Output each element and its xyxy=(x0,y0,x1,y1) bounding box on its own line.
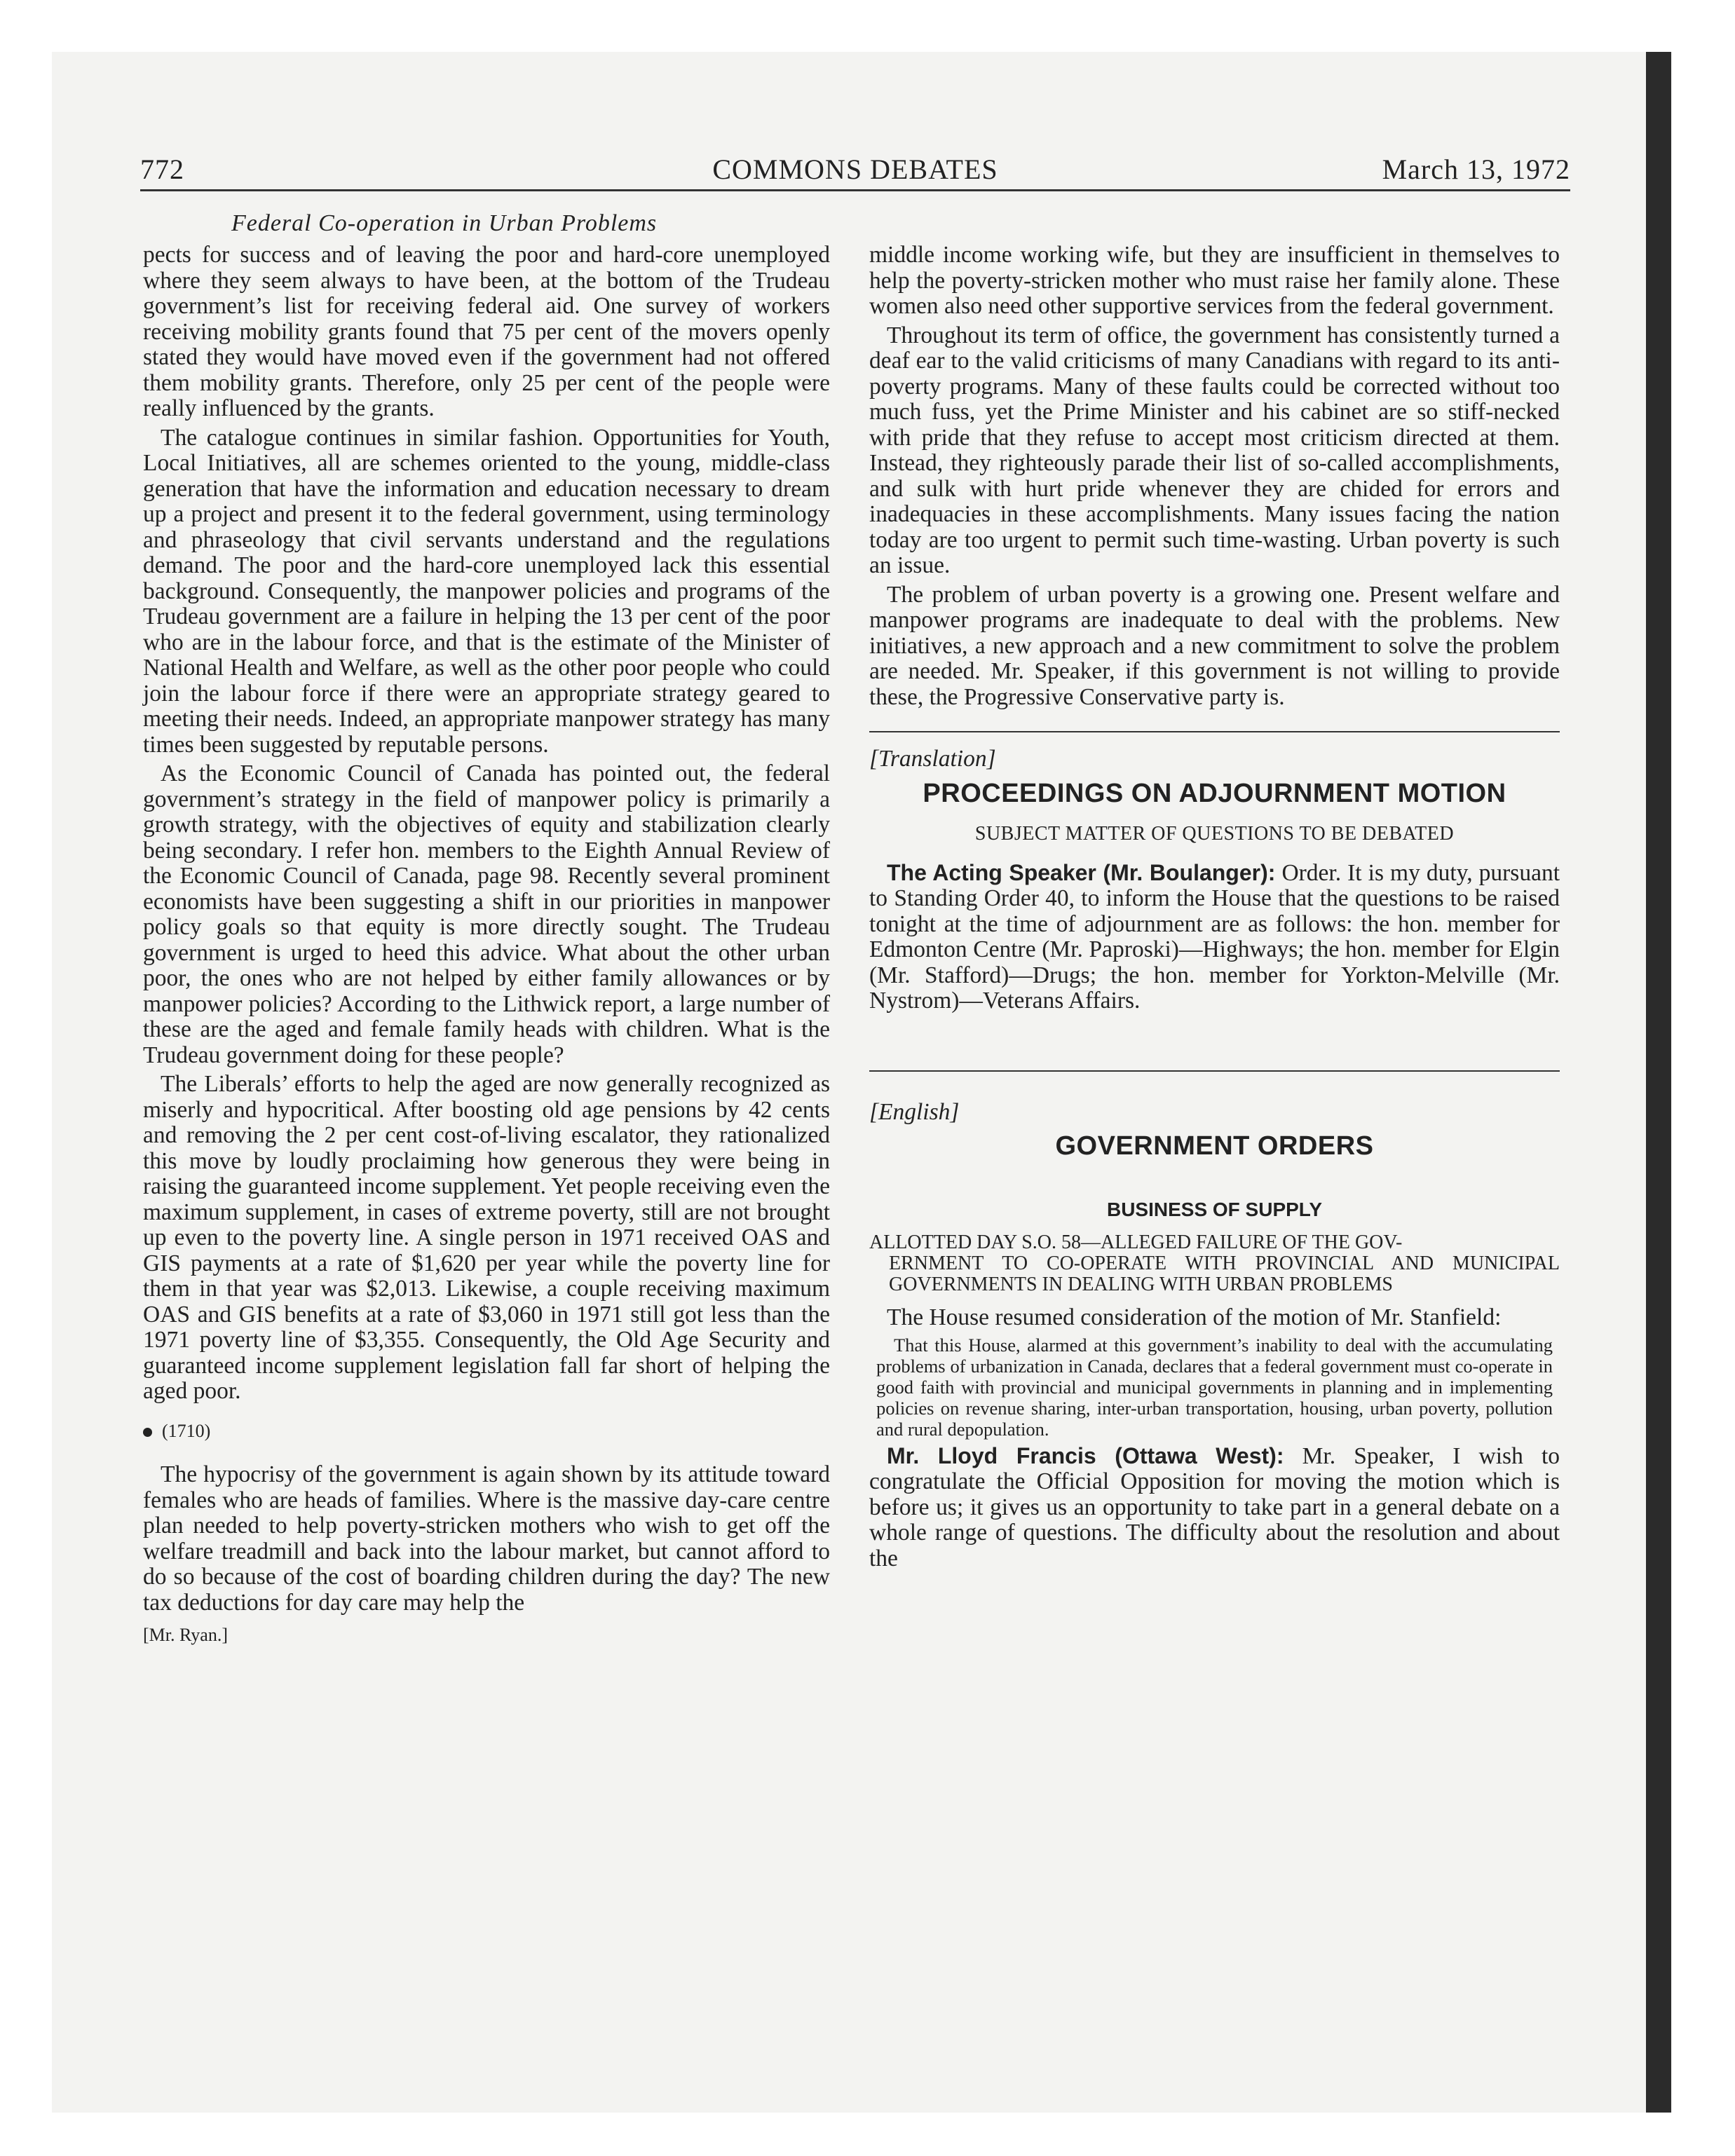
paragraph: The House resumed consideration of the motion of Mr. Stanfield: xyxy=(887,1304,1502,1330)
section-heading: PROCEEDINGS ON ADJOURNMENT MOTION xyxy=(923,778,1506,808)
running-head: Federal Co-operation in Urban Problems xyxy=(231,210,658,236)
language-tag: [English] xyxy=(869,1098,960,1125)
paragraph: The problem of urban poverty is a growing one. Present welfare and manpower programs are inadequate to deal with the problems. New initiatives, a new approach and a new commitment to solve the problem are needed. Mr. Speaker, if this government is not willing to provide these, the Progressive Conservative party is. xyxy=(869,581,1560,710)
publication-title: COMMONS DEBATES xyxy=(712,153,998,185)
speaker-name: Mr. Lloyd Francis (Ottawa West): xyxy=(887,1442,1284,1468)
paragraph: The Liberals’ efforts to help the aged are now generally recognized as miserly and hypocritical. After boosting old age pensions by 42 cents and removing the 2 per cent cost-of-living escalator, they rationalized this move by loudly proclaiming how generous they were being in raising the guaranteed income supplement. Yet people receiving even the maximum supplement, in cases of extreme poverty, still are not brought up even to the poverty line. A single person in 1971 received OAS and GIS payments at a rate of $1,620 per year while the poverty line for them in that year was $2,013. Likewise, a couple receiving maximum OAS and GIS benefits at a rate of $3,060 in 1971 still got less than the 1971 poverty line of $3,355. Consequently, the Old Age Security and guaranteed income supplement legislation fall far short of helping the aged poor. xyxy=(143,1071,830,1404)
motion-text: That this House, alarmed at this government’s inability to deal with the accumulating problems of urbanization in Canada, declares that a federal government must co-operate in good faith with provincial and municipal governments in planning and in implementing policies on revenue sharing, inter-urban transportation, housing, urban poverty, pollution and rural depopulation. xyxy=(876,1334,1553,1440)
sitting-date: March 13, 1972 xyxy=(1382,153,1570,185)
paragraph: middle income working wife, but they are insufficient in themselves to help the poverty-stricken mother who must raise her family alone. These women also need other supportive services from the federal government. xyxy=(869,242,1560,319)
allotted-heading-line: ALLOTTED DAY S.O. 58—ALLEGED FAILURE OF THE GOV- xyxy=(869,1231,1403,1253)
paragraph: As the Economic Council of Canada has pointed out, the federal government’s strategy in the field of manpower policy is primarily a growth strategy, with the objectives of equity and stabilization clearly being secondary. I refer hon. members to the Eighth Annual Review of the Economic Council of Canada, page 98. Recently several prominent economists have been suggesting a shift in our priorities in manpower policy goals so that equity is more directly sought. The Trudeau government is urged to heed this advice. What about the other urban poor, the ones who are not helped by either family allowances or by manpower policies? According to the Lithwick report, a large number of these are the aged and female family heads with children. What is the Trudeau government doing for these people? xyxy=(143,760,830,1068)
speaker-name: The Acting Speaker (Mr. Boulanger): xyxy=(887,859,1276,885)
paragraph: The hypocrisy of the government is again shown by its attitude toward females who are heads of families. Where is the massive day-care centre plan needed to help poverty-stricken mothers who wish to get off the welfare treadmill and back into the labour market, but cannot afford to do so because of the cost of boarding children during the day? The new tax deductions for day care may help the xyxy=(143,1461,830,1616)
translation-tag: [Translation] xyxy=(869,746,996,772)
speech-text: Order. It is my duty, pursuant to Standing Order 40, to inform the House that the questions to be raised tonight at the time of adjournment are as follows: the hon. member for Edmonton Centre (Mr. Paproski)—Highways; the hon. member for Elgin (Mr. Stafford)—Drugs; the hon. member for Yorkton-Melville (Mr. Nystrom)—Veterans Affairs. xyxy=(869,859,1560,1014)
page-header xyxy=(140,153,1570,191)
speech xyxy=(869,1443,1560,1572)
right-column xyxy=(869,243,1560,1575)
allotted-heading-continued: ERNMENT TO CO-OPERATE WITH PROVINCIAL AND MUNICIPAL GOVERNMENTS IN DEALING WITH URBAN PROBLEMS xyxy=(889,1253,1560,1295)
speech-text: Mr. Speaker, I wish to congratulate the Official Opposition for moving the motion which is before us; it gives us an opportunity to take part in a general debate on a whole range of questions. The difficulty about the resolution and about the xyxy=(869,1442,1560,1571)
timestamp-text: (1710) xyxy=(162,1420,211,1441)
section-heading: GOVERNMENT ORDERS xyxy=(1055,1131,1374,1161)
timestamp xyxy=(143,1419,830,1445)
allotted-day-heading xyxy=(869,1232,1560,1295)
left-column xyxy=(143,243,830,1649)
section-divider xyxy=(869,731,1560,732)
speaker-signature: [Mr. Ryan.] xyxy=(143,1625,228,1645)
paragraph: Throughout its term of office, the government has consistently turned a deaf ear to the valid criticisms of many Canadians with regard to its anti-poverty programs. Many of these faults could be corrected without too much fuss, yet the Prime Minister and his cabinet are so stiff-necked with pride that they refuse to accept most criticism directed at them. Instead, they righteously parade their list of so-called accomplishments, and sulk with hurt pride whenever they are chided for errors and inadequacies in these accomplishments. Many issues facing the nation today are too urgent to permit such time-wasting. Urban poverty is such an issue. xyxy=(869,322,1560,578)
page-number: 772 xyxy=(140,153,184,185)
section-subheading: SUBJECT MATTER OF QUESTIONS TO BE DEBATED xyxy=(974,823,1455,845)
speech xyxy=(869,860,1560,1014)
binding-edge xyxy=(1646,52,1671,2113)
paragraph: pects for success and of leaving the poor and hard-core unemployed where they seem always to have been, at the bottom of the Trudeau government’s list for receiving federal aid. One survey of workers receiving mobility grants found that 75 per cent of the movers openly stated they would have moved even if the government had not offered them mobility grants. Therefore, only 25 per cent of the people were really influenced by the grants. xyxy=(143,242,830,421)
section-divider xyxy=(869,1070,1560,1072)
bullet-icon xyxy=(143,1428,152,1437)
paragraph: The catalogue continues in similar fashion. Opportunities for Youth, Local Initiatives, all are schemes oriented to the young, middle-class generation that have the information and education necessary to dream up a project and present it to the federal government, using terminology and phraseology that civil servants understand and the regulations demand. The poor and the hard-core unemployed lack this essential background. Consequently, the manpower policies and programs of the Trudeau government are a failure in helping the 13 per cent of the poor who are in the labour force, and that is the estimate of the Minister of National Health and Welfare, as well as the other poor people who could join the labour force if there were an appropriate strategy geared to meeting their needs. Indeed, an appropriate manpower strategy has many times been suggested by reputable persons. xyxy=(143,424,830,758)
section-subheading: BUSINESS OF SUPPLY xyxy=(1106,1198,1323,1220)
